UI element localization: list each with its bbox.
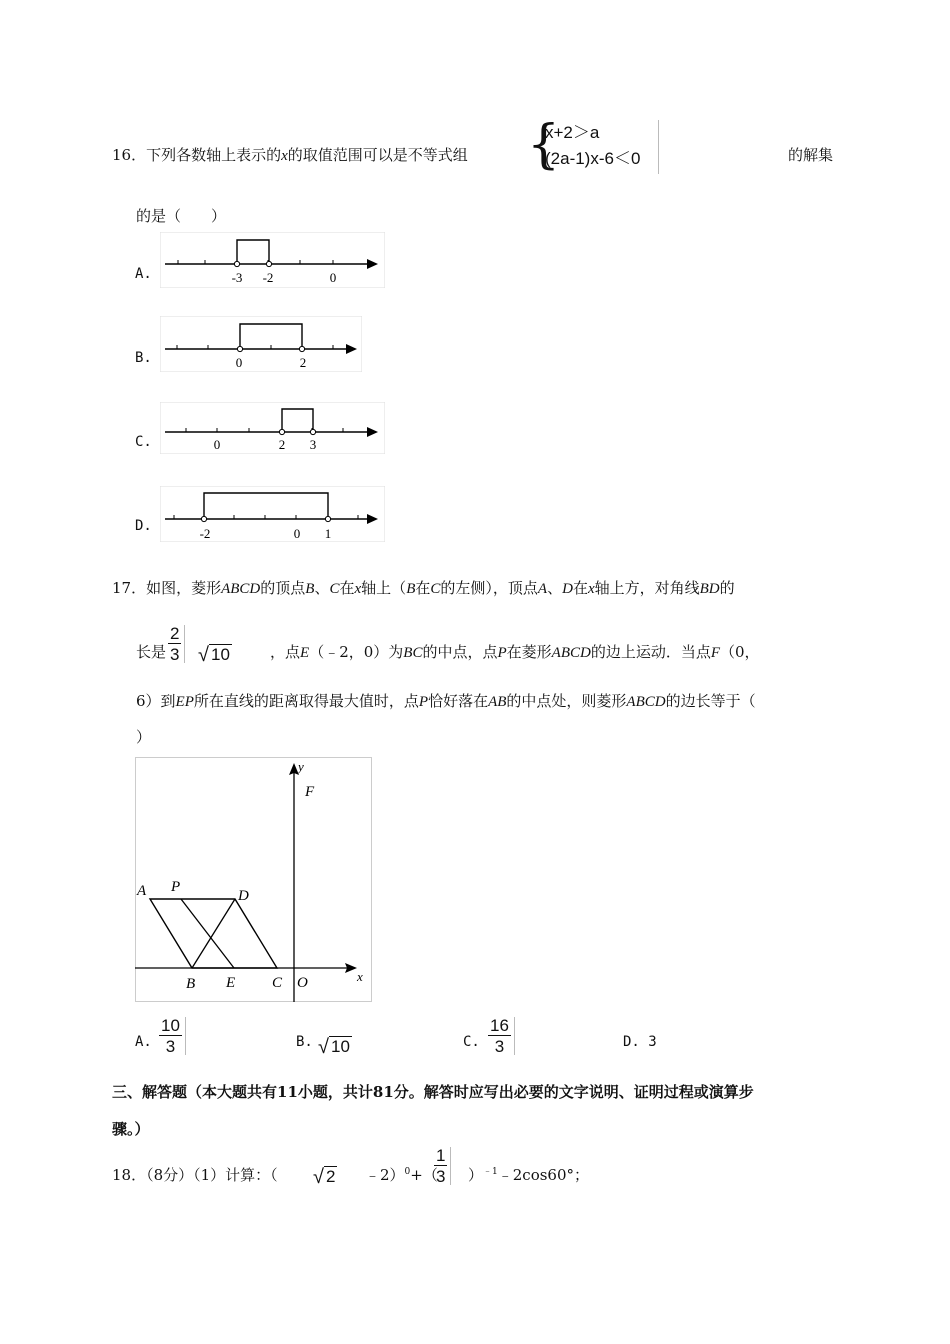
radicand: 10: [330, 1037, 350, 1056]
q18-sqrt-2: [313, 1166, 337, 1187]
radical-icon: √: [313, 1166, 324, 1188]
choice-d-label: D.: [623, 1034, 640, 1050]
q16-line1: [112, 144, 468, 165]
var-b: B: [305, 581, 315, 597]
number-line-b: [160, 316, 362, 372]
choice-b-sqrt: [318, 1036, 352, 1057]
q17-text: 的边长等于（: [665, 692, 756, 710]
var-abcd: ABCD: [551, 645, 591, 661]
label-f: F: [305, 784, 315, 800]
label-e: E: [226, 975, 236, 991]
label-o: O: [297, 975, 308, 991]
rhombus-figure: [135, 757, 372, 1002]
tick-label: 0: [329, 270, 337, 285]
section3-heading-cont: 骤。）: [112, 1120, 150, 1138]
var-a: A: [537, 581, 548, 597]
var-x: x: [354, 581, 362, 597]
q17-text: 轴上（: [361, 579, 407, 597]
left-brace-icon: {: [527, 115, 561, 175]
q16-text-middle: 的取值范围可以是不等式组: [287, 146, 468, 164]
label-p: P: [171, 879, 181, 895]
q16-text: 16．下列各数轴上表示的: [112, 146, 282, 164]
fraction-numerator: 2: [170, 624, 180, 643]
q17-text: 6）到: [136, 692, 176, 710]
var-e: E: [300, 645, 310, 661]
q17-text: 、: [547, 579, 563, 597]
number-line-a: [160, 232, 385, 288]
choice-a-label: A.: [135, 1034, 152, 1050]
q17-text: 的中点，点: [422, 643, 498, 661]
choice-a-fraction: [159, 1017, 186, 1055]
system-line-2: (2a-1)x-6＜0: [545, 149, 641, 168]
label-b: B: [186, 976, 196, 992]
q17-text: 轴上方，对角线: [594, 579, 700, 597]
fraction-2-3: [168, 625, 185, 663]
q17-text: 在: [572, 579, 588, 597]
exponent-neg-one: ﹣1: [483, 1167, 498, 1177]
tick-label: 2: [278, 437, 286, 452]
option-b-label: B.: [135, 350, 152, 366]
fraction-denominator: 3: [494, 1037, 505, 1056]
label-a: A: [137, 883, 147, 899]
choice-c-fraction: [488, 1017, 515, 1055]
radicand: 10: [210, 645, 230, 664]
fraction-denominator: 3: [170, 645, 180, 664]
fraction-numerator: 1: [436, 1146, 446, 1165]
option-d-label: D.: [135, 518, 152, 534]
fraction-numerator: 10: [161, 1016, 180, 1035]
fraction-numerator: 16: [490, 1016, 509, 1035]
q16-text-after: 的解集: [788, 146, 834, 164]
radicand: 2: [325, 1167, 336, 1186]
q17-text: 在菱形: [506, 643, 552, 661]
var-c: C: [430, 581, 441, 597]
var-c: C: [329, 581, 340, 597]
sqrt-10: [198, 644, 232, 665]
label-d: D: [238, 888, 249, 904]
q17-line3: [136, 690, 756, 711]
var-ep: EP: [175, 694, 194, 710]
q18-fraction-1-3: [434, 1147, 451, 1185]
q17-text: 的左侧），顶点: [440, 579, 538, 597]
option-c-label: C.: [135, 434, 152, 450]
q18-text: +（: [410, 1166, 438, 1184]
tick-label: -3: [231, 270, 243, 285]
var-ab: AB: [488, 694, 507, 710]
tick-label: -2: [199, 526, 211, 541]
radical-icon: √: [318, 1036, 329, 1058]
q17-line2-start: 长是: [136, 643, 167, 661]
q18-mid: [365, 1164, 438, 1185]
tick-label: 0: [235, 355, 243, 370]
q17-text: 所在直线的距离取得最大值时，点: [193, 692, 419, 710]
q17-text: 17．如图，菱形: [112, 579, 222, 597]
var-x: x: [587, 581, 595, 597]
choice-b-label: B.: [296, 1034, 313, 1050]
q17-line1: [112, 577, 735, 598]
var-b: B: [406, 581, 416, 597]
q17-line4: ）: [136, 728, 152, 746]
tick-label: 0: [293, 526, 301, 541]
q18-prefix: 18．（8分）（1）计算：（: [112, 1166, 278, 1184]
fraction-denominator: 3: [436, 1167, 446, 1186]
q17-text: 恰好落在: [428, 692, 489, 710]
tick-label: 3: [309, 437, 317, 452]
var-x: x: [281, 148, 288, 164]
q17-text: 的顶点: [260, 579, 306, 597]
var-d: D: [562, 581, 573, 597]
system-line-1: x+2＞a: [545, 123, 600, 142]
q17-text: 、: [314, 579, 330, 597]
label-y: y: [298, 759, 304, 774]
tick-label: 1: [324, 526, 332, 541]
number-line-c: [160, 402, 385, 454]
number-line-d: [160, 486, 385, 542]
q18-tail: [468, 1164, 589, 1185]
label-x: x: [357, 969, 363, 984]
var-f: F: [710, 645, 721, 661]
q17-text: ，点: [270, 643, 301, 661]
q16-line2: 的是（ ）: [136, 207, 227, 225]
var-abcd: ABCD: [626, 694, 666, 710]
label-c: C: [272, 975, 283, 991]
choice-c-label: C.: [463, 1034, 480, 1050]
q18-text: ﹣2cos60°；: [497, 1166, 590, 1184]
option-a-label: A.: [135, 266, 152, 282]
q17-text: 的中点处，则菱形: [506, 692, 627, 710]
var-p: P: [497, 645, 507, 661]
q17-line2: [270, 641, 760, 662]
q17-text: （0，: [720, 643, 760, 661]
tick-label: 0: [213, 437, 221, 452]
section3-heading: 三、解答题（本大题共有11小题，共计81分。解答时应写出必要的文字说明、证明过程或演算步: [112, 1083, 754, 1101]
tick-label: -2: [262, 270, 274, 285]
q17-text: 的边上运动．当点: [590, 643, 711, 661]
inequality-system: [527, 115, 659, 176]
choice-d-value: 3: [648, 1034, 657, 1050]
var-bc: BC: [403, 645, 423, 661]
q17-text: 在: [415, 579, 431, 597]
choice-d: [623, 1034, 657, 1050]
q17-text: 在: [339, 579, 355, 597]
q17-text: （﹣2，0）为: [309, 643, 404, 661]
exponent-zero: 0: [404, 1167, 411, 1177]
fraction-denominator: 3: [165, 1037, 176, 1056]
var-abcd: ABCD: [221, 581, 261, 597]
q18-text: ）: [468, 1166, 484, 1184]
radical-icon: √: [198, 644, 209, 666]
var-p: P: [418, 694, 429, 710]
var-bd: BD: [699, 581, 720, 597]
tick-label: 2: [299, 355, 307, 370]
q17-text: 的: [719, 579, 735, 597]
q18-text: ﹣2）: [365, 1166, 405, 1184]
